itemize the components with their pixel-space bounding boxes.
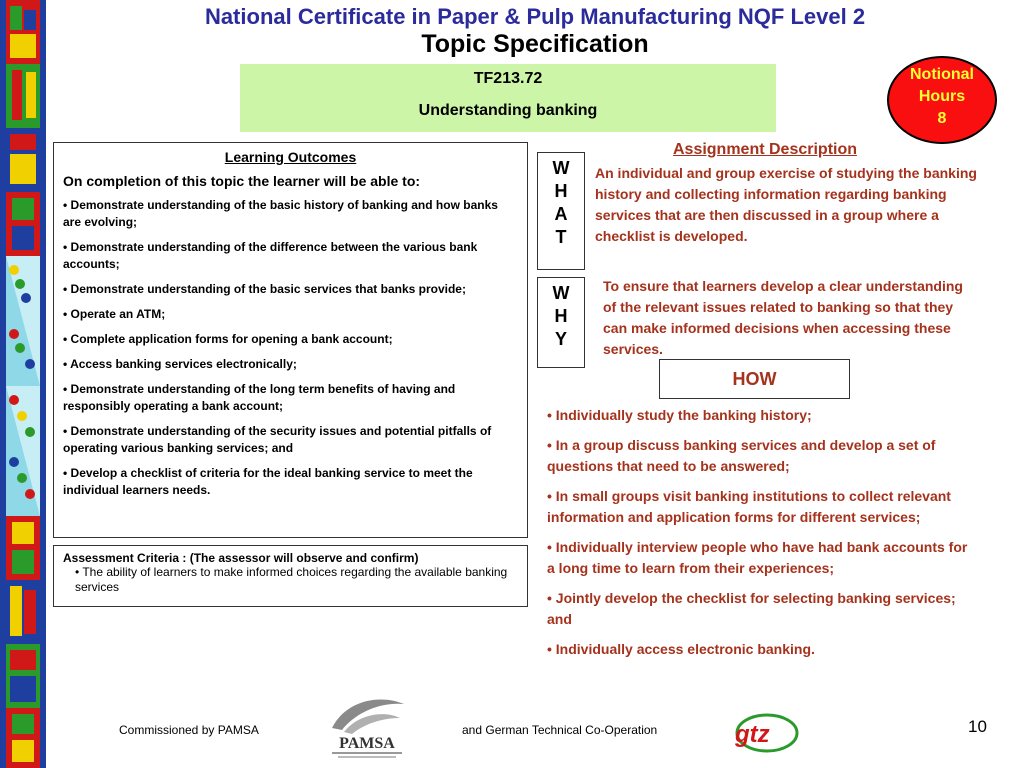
learning-outcome-item: • Demonstrate understanding of the difference between the various bank accounts;: [63, 240, 478, 271]
learning-outcome-item: • Complete application forms for opening a bank account;: [63, 332, 393, 346]
notional-hours-value: 8: [937, 110, 947, 127]
how-item: • Jointly develop the checklist for selecting banking services; and: [547, 590, 956, 627]
notional-hours-label-2: Hours: [918, 88, 966, 105]
how-item: • Individually study the banking history;: [547, 407, 812, 423]
why-label-box: [537, 277, 585, 368]
gtz-logo: [727, 712, 799, 754]
footer-commissioned: Commissioned by PAMSA: [119, 723, 259, 737]
learning-outcome-item: • Demonstrate understanding of the long term benefits of having and responsibly operating a bank account;: [63, 382, 456, 413]
svg-text:gtz: gtz: [735, 721, 770, 748]
learning-outcome-item: • Demonstrate understanding of the basic services that banks provide;: [63, 282, 466, 296]
assessment-criteria-item: • The ability of learners to make informed choices regarding the available banking services: [75, 565, 508, 594]
page-subtitle: Topic Specification: [421, 30, 649, 58]
learning-outcome-item: • Develop a checklist of criteria for the ideal banking service to meet the individual learners needs.: [63, 466, 473, 497]
footer-cooperation: and German Technical Co-Operation: [462, 723, 658, 737]
learning-outcomes-title: Learning Outcomes: [224, 149, 357, 165]
learning-outcomes-box: [53, 142, 528, 538]
pamsa-logo: [318, 690, 416, 762]
how-item: • In small groups visit banking institutions to collect relevant information and application forms for different services;: [547, 488, 951, 525]
learning-outcome-item: • Demonstrate understanding of the security issues and potential pitfalls of operating various banking services; and: [63, 424, 492, 455]
notional-hours-label-1: Notional: [910, 66, 974, 83]
why-description: To ensure that learners develop a clear understanding of the relevant issues related to banking so that they can make informed decisions when accessing these services.: [603, 278, 963, 357]
how-item: • In a group discuss banking services and develop a set of questions that need to be answered;: [547, 437, 936, 474]
what-letter: A: [554, 204, 568, 224]
learning-outcome-item: • Demonstrate understanding of the basic history of banking and how banks are evolving;: [63, 198, 498, 229]
page-number: 10: [968, 717, 987, 736]
how-list: [547, 405, 977, 669]
how-label-box: HOW: [659, 359, 850, 399]
svg-text:PAMSA: PAMSA: [339, 735, 395, 752]
notional-hours-badge: [887, 56, 997, 144]
learning-outcomes-intro: On completion of this topic the learner will be able to:: [63, 173, 421, 189]
assignment-description: An individual and group exercise of studying the banking history and collecting information regarding banking services that are then discussed in a group where a checklist is developed.: [595, 165, 977, 244]
learning-outcome-item: • Operate an ATM;: [63, 307, 166, 321]
assessment-criteria-title: Assessment Criteria : (The assessor will observe and confirm): [63, 551, 419, 565]
decorative-border-strip: [0, 0, 46, 768]
topic-name: Understanding banking: [418, 102, 598, 119]
assignment-title: Assignment Description: [672, 141, 858, 158]
why-letter: Y: [554, 329, 567, 349]
how-item: • Individually interview people who have had bank accounts for a long time to learn from their experiences;: [547, 539, 968, 576]
what-label-box: [537, 152, 585, 270]
how-item: • Individually access electronic banking.: [547, 641, 815, 657]
learning-outcome-item: • Access banking services electronically;: [63, 357, 297, 371]
page-title: National Certificate in Paper & Pulp Manufacturing NQF Level 2: [204, 4, 866, 29]
why-letter: H: [554, 306, 568, 326]
what-letter: H: [554, 181, 568, 201]
why-letter: W: [552, 283, 570, 303]
topic-box: [240, 64, 776, 132]
assessment-criteria-box: [53, 545, 528, 607]
what-letter: W: [552, 158, 570, 178]
topic-code: TF213.72: [473, 70, 543, 87]
what-letter: T: [555, 227, 567, 247]
